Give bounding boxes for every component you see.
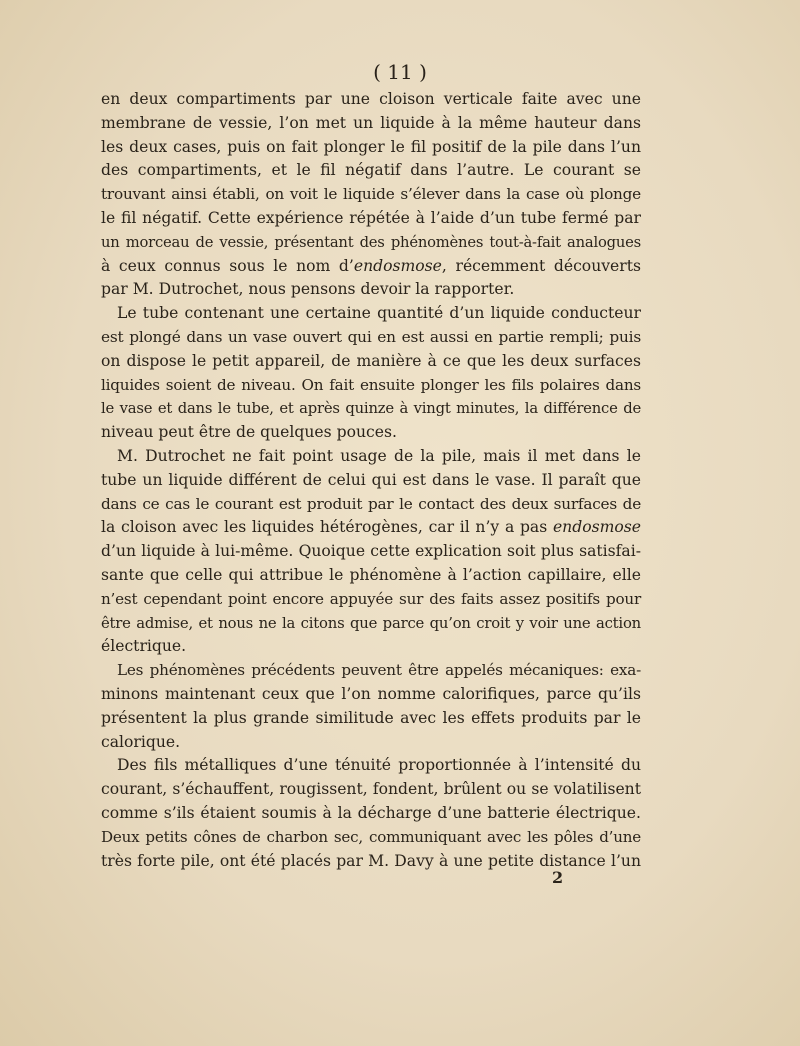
text-line: calorique. — [101, 732, 181, 751]
text-line: par M. Dutrochet, nous pensons devoir la rapporter. — [101, 280, 515, 299]
text-line: M. Dutrochet ne fait point usage de la pile, mais il met dans le — [117, 446, 641, 465]
text-line: Le tube contenant une certaine quantité d’un liquide conducteur — [117, 304, 641, 323]
body-text — [101, 88, 641, 873]
text-line: très forte pile, ont été placés par M. Davy à une petite distance l’un — [101, 851, 641, 870]
text-line: des compartiments, et le fil négatif dans l’autre. Le courant se — [101, 161, 641, 180]
text-line: n’est cependant point encore appuyée sur des faits assez positifs pour — [101, 589, 641, 608]
text-line: courant, s’échauffent, rougissent, fondent, brûlent ou se volatilisent — [101, 780, 641, 799]
text-line: on dispose le petit appareil, de manière à ce que les deux surfaces — [101, 351, 641, 370]
text-line: minons maintenant ceux que l’on nomme calorifiques, parce qu’ils — [101, 684, 641, 703]
text-line: en deux compartiments par une cloison verticale faite avec une — [101, 90, 641, 108]
text-line: un morceau de vessie, présentant des phénomènes tout-à-fait analogues — [101, 233, 641, 251]
italic-term: endosmose — [552, 518, 641, 537]
text-line: liquides soient de niveau. On fait ensuite plonger les fils polaires dans — [101, 375, 641, 394]
text-line: sante que celle qui attribue le phénomène à l’action capillaire, elle — [101, 565, 641, 584]
text-line: niveau peut être de quelques pouces. — [101, 423, 397, 442]
text-line: Les phénomènes précédents peuvent être appelés mécaniques: exa- — [117, 661, 641, 680]
text-line: à ceux connus sous le nom d’endosmose, récemment découverts — [101, 256, 642, 275]
text-line: dans ce cas le courant est produit par le contact des deux surfaces de — [101, 494, 641, 513]
text-line: comme s’ils étaient soumis à la décharge d’une batterie électrique. — [101, 803, 641, 822]
text-line: tube un liquide différent de celui qui est dans le vase. Il paraît que — [101, 470, 641, 489]
italic-term: endosmose — [353, 256, 442, 275]
text-line: la cloison avec les liquides hétérogènes, car il n’y a pas endosmose — [101, 518, 641, 537]
text-line: le fil négatif. Cette expérience répétée à l’aide d’un tube fermé par — [101, 208, 641, 227]
text-line: les deux cases, puis on fait plonger le fil positif de la pile dans l’un — [101, 137, 641, 156]
text-line: présentent la plus grande similitude avec les effets produits par le — [101, 708, 641, 727]
text-line: Deux petits cônes de charbon sec, communiquant avec les pôles d’une — [101, 827, 641, 846]
text-line: être admise, et nous ne la citons que parce qu’on croit y voir une action — [101, 614, 641, 632]
text-line: d’un liquide à lui-même. Quoique cette explication soit plus satisfai- — [101, 542, 641, 561]
text-line: le vase et dans le tube, et après quinze à vingt minutes, la différence de — [101, 400, 641, 418]
text-line: Des fils métalliques d’une ténuité proportionnée à l’intensité du — [117, 756, 641, 775]
text-line: est plongé dans un vase ouvert qui en est aussi en partie rempli; puis — [101, 327, 641, 346]
text-line: membrane de vessie, l’on met un liquide à la même hauteur dans — [101, 113, 641, 132]
text-line: électrique. — [101, 637, 187, 656]
signature-mark: 2 — [552, 868, 564, 887]
text-line: trouvant ainsi établi, on voit le liquide s’élever dans la case où plonge — [101, 185, 641, 204]
page-header: ( 11 ) — [373, 60, 427, 84]
